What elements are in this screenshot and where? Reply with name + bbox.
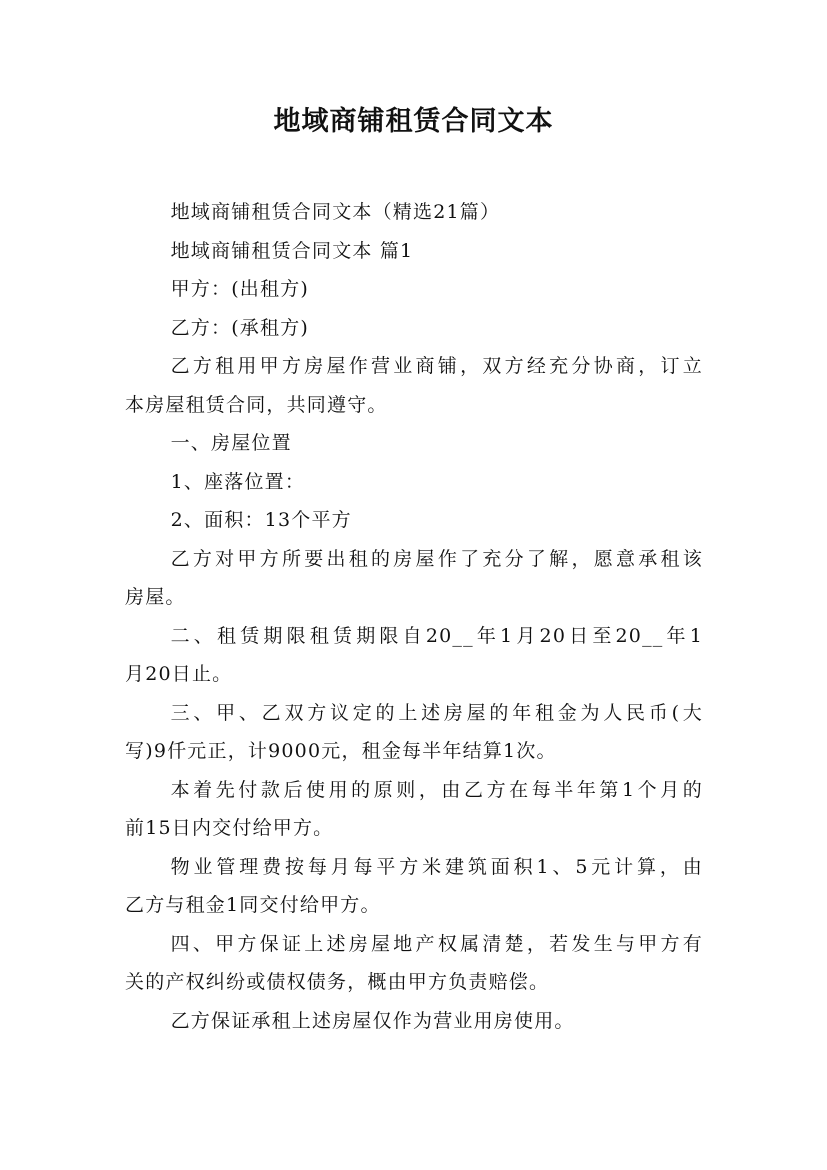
paragraph xyxy=(125,617,703,694)
text-line: 乙方租用甲方房屋作营业商铺，双方经充分协商，订立 xyxy=(170,355,703,377)
text-line: 物业管理费按每月每平方米建筑面积1、5元计算，由 xyxy=(170,855,703,878)
paragraph xyxy=(125,424,703,463)
text-line: 乙方与租金1同交付给甲方。 xyxy=(125,894,381,916)
text-line: 关的产权纠纷或债权债务，概由甲方负责赔偿。 xyxy=(125,971,550,993)
paragraph xyxy=(125,270,703,309)
document-title: 地域商铺租赁合同文本 xyxy=(273,106,554,137)
paragraph xyxy=(125,193,703,232)
text-line: 乙方对甲方所要出租的房屋作了充分了解，愿意承租该 xyxy=(170,547,703,570)
paragraph xyxy=(125,347,703,424)
text-line: 写)9仟元正，计9000元，租金每半年结算1次。 xyxy=(125,740,557,762)
text-line: 乙方：(承租方) xyxy=(170,316,310,339)
paragraph xyxy=(125,848,703,925)
text-line: 四、甲方保证上述房屋地产权属清楚，若发生与甲方有 xyxy=(170,932,703,955)
paragraph xyxy=(125,309,703,348)
text-line: 三、甲、乙双方议定的上述房屋的年租金为人民币(大 xyxy=(170,701,703,724)
paragraph xyxy=(125,771,703,848)
text-line: 2、面积：13个平方 xyxy=(170,509,352,531)
text-line: 地域商铺租赁合同文本（精选21篇） xyxy=(170,201,501,223)
document-body xyxy=(125,193,703,1040)
paragraph xyxy=(125,463,703,502)
paragraph xyxy=(125,1002,703,1041)
text-line: 前15日内交付给甲方。 xyxy=(125,817,334,839)
text-line: 1、座落位置： xyxy=(170,470,306,493)
text-line: 房屋。 xyxy=(125,586,186,608)
text-line: 一、房屋位置 xyxy=(170,432,292,454)
text-line: 甲方：(出租方) xyxy=(170,278,310,300)
text-line: 本房屋租赁合同，共同遵守。 xyxy=(125,393,388,416)
text-line: 地域商铺租赁合同文本 篇1 xyxy=(170,239,414,262)
text-line: 本着先付款后使用的原则，由乙方在每半年第1个月的 xyxy=(170,778,703,801)
paragraph xyxy=(125,694,703,771)
paragraph xyxy=(125,925,703,1002)
paragraph xyxy=(125,501,703,540)
paragraph xyxy=(125,540,703,617)
text-line: 月20日止。 xyxy=(125,663,233,685)
text-line: 二、租赁期限租赁期限自20__年1月20日至20__年1 xyxy=(170,624,703,647)
text-line: 乙方保证承租上述房屋仅作为营业用房使用。 xyxy=(170,1009,575,1032)
paragraph xyxy=(125,232,703,271)
